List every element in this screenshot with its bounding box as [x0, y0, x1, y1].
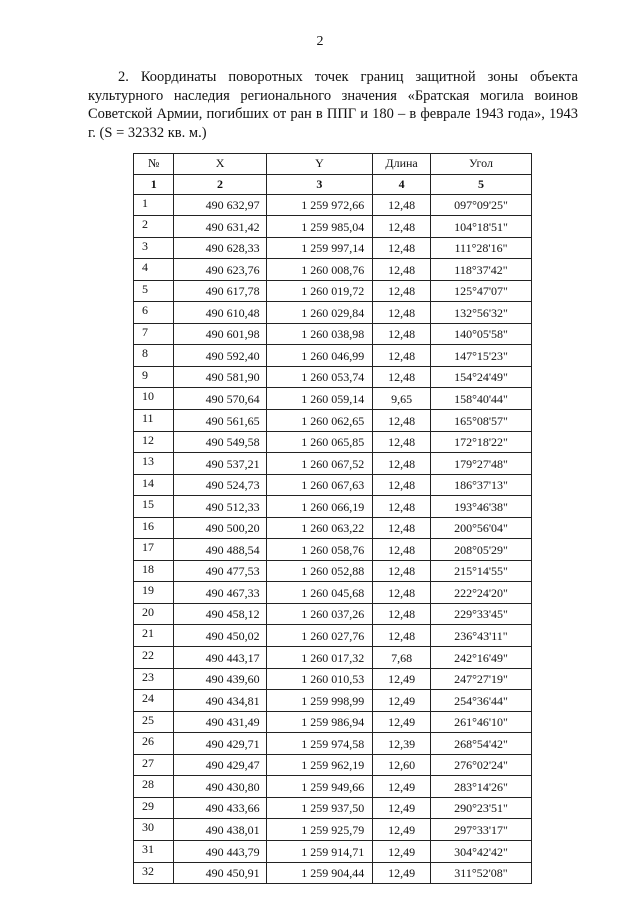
point-number-cell: 26 — [134, 733, 174, 755]
header-x: X — [174, 154, 266, 175]
length-cell: 12,39 — [373, 733, 431, 755]
table-row — [134, 216, 532, 238]
length-cell: 12,48 — [373, 431, 431, 453]
y-coordinate-cell: 1 259 985,04 — [266, 216, 373, 238]
point-number-cell: 13 — [134, 453, 174, 475]
index-3: 3 — [266, 174, 373, 194]
point-number-cell: 11 — [134, 410, 174, 432]
table-row — [134, 647, 532, 669]
length-cell: 12,48 — [373, 453, 431, 475]
angle-cell: 268°54'42" — [430, 733, 531, 755]
length-cell: 9,65 — [373, 388, 431, 410]
angle-cell: 200°56'04" — [430, 517, 531, 539]
x-coordinate-cell: 490 631,42 — [174, 216, 266, 238]
x-coordinate-cell: 490 601,98 — [174, 323, 266, 345]
x-coordinate-cell: 490 450,91 — [174, 862, 266, 884]
coordinates-table — [133, 153, 532, 884]
point-number-cell: 17 — [134, 539, 174, 561]
point-number-cell: 22 — [134, 647, 174, 669]
angle-cell: 172°18'22" — [430, 431, 531, 453]
length-cell: 12,48 — [373, 560, 431, 582]
index-5: 5 — [430, 174, 531, 194]
length-cell: 12,48 — [373, 517, 431, 539]
angle-cell: 247°27'19" — [430, 668, 531, 690]
length-cell: 12,48 — [373, 539, 431, 561]
x-coordinate-cell: 490 512,33 — [174, 496, 266, 518]
length-cell: 12,48 — [373, 496, 431, 518]
length-cell: 12,49 — [373, 819, 431, 841]
point-number-cell: 16 — [134, 517, 174, 539]
x-coordinate-cell: 490 524,73 — [174, 474, 266, 496]
table-row — [134, 668, 532, 690]
table-row — [134, 194, 532, 216]
angle-cell: 186°37'13" — [430, 474, 531, 496]
x-coordinate-cell: 490 429,71 — [174, 733, 266, 755]
length-cell: 12,48 — [373, 194, 431, 216]
point-number-cell: 19 — [134, 582, 174, 604]
angle-cell: 132°56'32" — [430, 302, 531, 324]
x-coordinate-cell: 490 438,01 — [174, 819, 266, 841]
angle-cell: 304°42'42" — [430, 840, 531, 862]
angle-cell: 118°37'42" — [430, 259, 531, 281]
y-coordinate-cell: 1 259 937,50 — [266, 797, 373, 819]
table-row — [134, 797, 532, 819]
length-cell: 12,48 — [373, 582, 431, 604]
table-row — [134, 388, 532, 410]
point-number-cell: 20 — [134, 603, 174, 625]
length-cell: 12,49 — [373, 690, 431, 712]
x-coordinate-cell: 490 537,21 — [174, 453, 266, 475]
x-coordinate-cell: 490 467,33 — [174, 582, 266, 604]
point-number-cell: 21 — [134, 625, 174, 647]
length-cell: 12,48 — [373, 216, 431, 238]
header-length: Длина — [373, 154, 431, 175]
x-coordinate-cell: 490 434,81 — [174, 690, 266, 712]
table-row — [134, 776, 532, 798]
table-row — [134, 302, 532, 324]
table-row — [134, 754, 532, 776]
table-row — [134, 453, 532, 475]
angle-cell: 242°16'49" — [430, 647, 531, 669]
angle-cell: 236°43'11" — [430, 625, 531, 647]
y-coordinate-cell: 1 259 997,14 — [266, 237, 373, 259]
length-cell: 12,48 — [373, 625, 431, 647]
header-number: № — [134, 154, 174, 175]
index-4: 4 — [373, 174, 431, 194]
length-cell: 12,49 — [373, 668, 431, 690]
length-cell: 12,49 — [373, 797, 431, 819]
header-angle: Угол — [430, 154, 531, 175]
y-coordinate-cell: 1 260 010,53 — [266, 668, 373, 690]
angle-cell: 111°28'16" — [430, 237, 531, 259]
length-cell: 12,48 — [373, 474, 431, 496]
point-number-cell: 27 — [134, 754, 174, 776]
index-1: 1 — [134, 174, 174, 194]
table-row — [134, 345, 532, 367]
angle-cell: 254°36'44" — [430, 690, 531, 712]
angle-cell: 125°47'07" — [430, 280, 531, 302]
header-row — [134, 154, 532, 175]
length-cell: 12,48 — [373, 237, 431, 259]
point-number-cell: 18 — [134, 560, 174, 582]
y-coordinate-cell: 1 260 046,99 — [266, 345, 373, 367]
y-coordinate-cell: 1 259 986,94 — [266, 711, 373, 733]
y-coordinate-cell: 1 260 067,52 — [266, 453, 373, 475]
angle-cell: 147°15'23" — [430, 345, 531, 367]
y-coordinate-cell: 1 260 027,76 — [266, 625, 373, 647]
point-number-cell: 31 — [134, 840, 174, 862]
point-number-cell: 32 — [134, 862, 174, 884]
y-coordinate-cell: 1 260 066,19 — [266, 496, 373, 518]
y-coordinate-cell: 1 259 972,66 — [266, 194, 373, 216]
y-coordinate-cell: 1 260 058,76 — [266, 539, 373, 561]
x-coordinate-cell: 490 443,79 — [174, 840, 266, 862]
point-number-cell: 3 — [134, 237, 174, 259]
table-row — [134, 237, 532, 259]
angle-cell: 208°05'29" — [430, 539, 531, 561]
y-coordinate-cell: 1 259 998,99 — [266, 690, 373, 712]
point-number-cell: 29 — [134, 797, 174, 819]
angle-cell: 179°27'48" — [430, 453, 531, 475]
angle-cell: 261°46'10" — [430, 711, 531, 733]
table-row — [134, 496, 532, 518]
table-row — [134, 539, 532, 561]
y-coordinate-cell: 1 259 974,58 — [266, 733, 373, 755]
table-header — [134, 154, 532, 195]
x-coordinate-cell: 490 570,64 — [174, 388, 266, 410]
column-index-row — [134, 174, 532, 194]
y-coordinate-cell: 1 260 065,85 — [266, 431, 373, 453]
y-coordinate-cell: 1 260 062,65 — [266, 410, 373, 432]
length-cell: 12,48 — [373, 259, 431, 281]
y-coordinate-cell: 1 259 925,79 — [266, 819, 373, 841]
x-coordinate-cell: 490 500,20 — [174, 517, 266, 539]
y-coordinate-cell: 1 260 059,14 — [266, 388, 373, 410]
table-row — [134, 625, 532, 647]
length-cell: 12,48 — [373, 302, 431, 324]
x-coordinate-cell: 490 561,65 — [174, 410, 266, 432]
x-coordinate-cell: 490 431,49 — [174, 711, 266, 733]
page-number: 2 — [316, 34, 324, 49]
table-row — [134, 862, 532, 884]
x-coordinate-cell: 490 429,47 — [174, 754, 266, 776]
point-number-cell: 24 — [134, 690, 174, 712]
table-row — [134, 431, 532, 453]
y-coordinate-cell: 1 260 019,72 — [266, 280, 373, 302]
point-number-cell: 23 — [134, 668, 174, 690]
y-coordinate-cell: 1 260 008,76 — [266, 259, 373, 281]
table-row — [134, 603, 532, 625]
x-coordinate-cell: 490 477,53 — [174, 560, 266, 582]
length-cell: 12,49 — [373, 711, 431, 733]
table-row — [134, 582, 532, 604]
index-2: 2 — [174, 174, 266, 194]
point-number-cell: 9 — [134, 366, 174, 388]
x-coordinate-cell: 490 433,66 — [174, 797, 266, 819]
y-coordinate-cell: 1 260 037,26 — [266, 603, 373, 625]
point-number-cell: 4 — [134, 259, 174, 281]
angle-cell: 290°23'51" — [430, 797, 531, 819]
y-coordinate-cell: 1 260 045,68 — [266, 582, 373, 604]
table-row — [134, 819, 532, 841]
angle-cell: 165°08'57" — [430, 410, 531, 432]
angle-cell: 215°14'55" — [430, 560, 531, 582]
point-number-cell: 10 — [134, 388, 174, 410]
x-coordinate-cell: 490 623,76 — [174, 259, 266, 281]
table-row — [134, 366, 532, 388]
length-cell: 7,68 — [373, 647, 431, 669]
y-coordinate-cell: 1 260 067,63 — [266, 474, 373, 496]
angle-cell: 158°40'44" — [430, 388, 531, 410]
table-row — [134, 323, 532, 345]
point-number-cell: 14 — [134, 474, 174, 496]
x-coordinate-cell: 490 549,58 — [174, 431, 266, 453]
x-coordinate-cell: 490 581,90 — [174, 366, 266, 388]
angle-cell: 276°02'24" — [430, 754, 531, 776]
length-cell: 12,48 — [373, 410, 431, 432]
y-coordinate-cell: 1 259 962,19 — [266, 754, 373, 776]
x-coordinate-cell: 490 592,40 — [174, 345, 266, 367]
x-coordinate-cell: 490 450,02 — [174, 625, 266, 647]
angle-cell: 222°24'20" — [430, 582, 531, 604]
x-coordinate-cell: 490 430,80 — [174, 776, 266, 798]
point-number-cell: 2 — [134, 216, 174, 238]
angle-cell: 097°09'25" — [430, 194, 531, 216]
point-number-cell: 5 — [134, 280, 174, 302]
y-coordinate-cell: 1 260 052,88 — [266, 560, 373, 582]
x-coordinate-cell: 490 617,78 — [174, 280, 266, 302]
point-number-cell: 15 — [134, 496, 174, 518]
point-number-cell: 8 — [134, 345, 174, 367]
x-coordinate-cell: 490 443,17 — [174, 647, 266, 669]
table-row — [134, 259, 532, 281]
angle-cell: 283°14'26" — [430, 776, 531, 798]
y-coordinate-cell: 1 259 904,44 — [266, 862, 373, 884]
x-coordinate-cell: 490 610,48 — [174, 302, 266, 324]
header-y: Y — [266, 154, 373, 175]
length-cell: 12,48 — [373, 603, 431, 625]
length-cell: 12,49 — [373, 840, 431, 862]
table-body — [134, 194, 532, 884]
table-row — [134, 280, 532, 302]
point-number-cell: 28 — [134, 776, 174, 798]
y-coordinate-cell: 1 260 038,98 — [266, 323, 373, 345]
point-number-cell: 7 — [134, 323, 174, 345]
table-row — [134, 690, 532, 712]
y-coordinate-cell: 1 260 029,84 — [266, 302, 373, 324]
table-row — [134, 840, 532, 862]
x-coordinate-cell: 490 458,12 — [174, 603, 266, 625]
table-row — [134, 733, 532, 755]
y-coordinate-cell: 1 259 914,71 — [266, 840, 373, 862]
y-coordinate-cell: 1 260 053,74 — [266, 366, 373, 388]
length-cell: 12,48 — [373, 345, 431, 367]
section-heading: 2. Координаты поворотных точек границ защитной зоны объекта культурного наследия регионального значения «Братская могила воинов Советской Армии, погибших от ран в ППГ и 180 – в феврале 1943 года», 1943 г. (S = 32332 кв. м.) — [88, 69, 578, 141]
length-cell: 12,48 — [373, 323, 431, 345]
table-row — [134, 560, 532, 582]
angle-cell: 297°33'17" — [430, 819, 531, 841]
x-coordinate-cell: 490 488,54 — [174, 539, 266, 561]
length-cell: 12,49 — [373, 862, 431, 884]
y-coordinate-cell: 1 260 063,22 — [266, 517, 373, 539]
table-row — [134, 410, 532, 432]
x-coordinate-cell: 490 628,33 — [174, 237, 266, 259]
angle-cell: 229°33'45" — [430, 603, 531, 625]
y-coordinate-cell: 1 260 017,32 — [266, 647, 373, 669]
length-cell: 12,48 — [373, 366, 431, 388]
length-cell: 12,48 — [373, 280, 431, 302]
point-number-cell: 12 — [134, 431, 174, 453]
angle-cell: 154°24'49" — [430, 366, 531, 388]
angle-cell: 140°05'58" — [430, 323, 531, 345]
table-row — [134, 517, 532, 539]
y-coordinate-cell: 1 259 949,66 — [266, 776, 373, 798]
point-number-cell: 30 — [134, 819, 174, 841]
angle-cell: 193°46'38" — [430, 496, 531, 518]
length-cell: 12,49 — [373, 776, 431, 798]
table-row — [134, 711, 532, 733]
point-number-cell: 25 — [134, 711, 174, 733]
table-row — [134, 474, 532, 496]
x-coordinate-cell: 490 632,97 — [174, 194, 266, 216]
x-coordinate-cell: 490 439,60 — [174, 668, 266, 690]
point-number-cell: 6 — [134, 302, 174, 324]
angle-cell: 104°18'51" — [430, 216, 531, 238]
length-cell: 12,60 — [373, 754, 431, 776]
point-number-cell: 1 — [134, 194, 174, 216]
angle-cell: 311°52'08" — [430, 862, 531, 884]
